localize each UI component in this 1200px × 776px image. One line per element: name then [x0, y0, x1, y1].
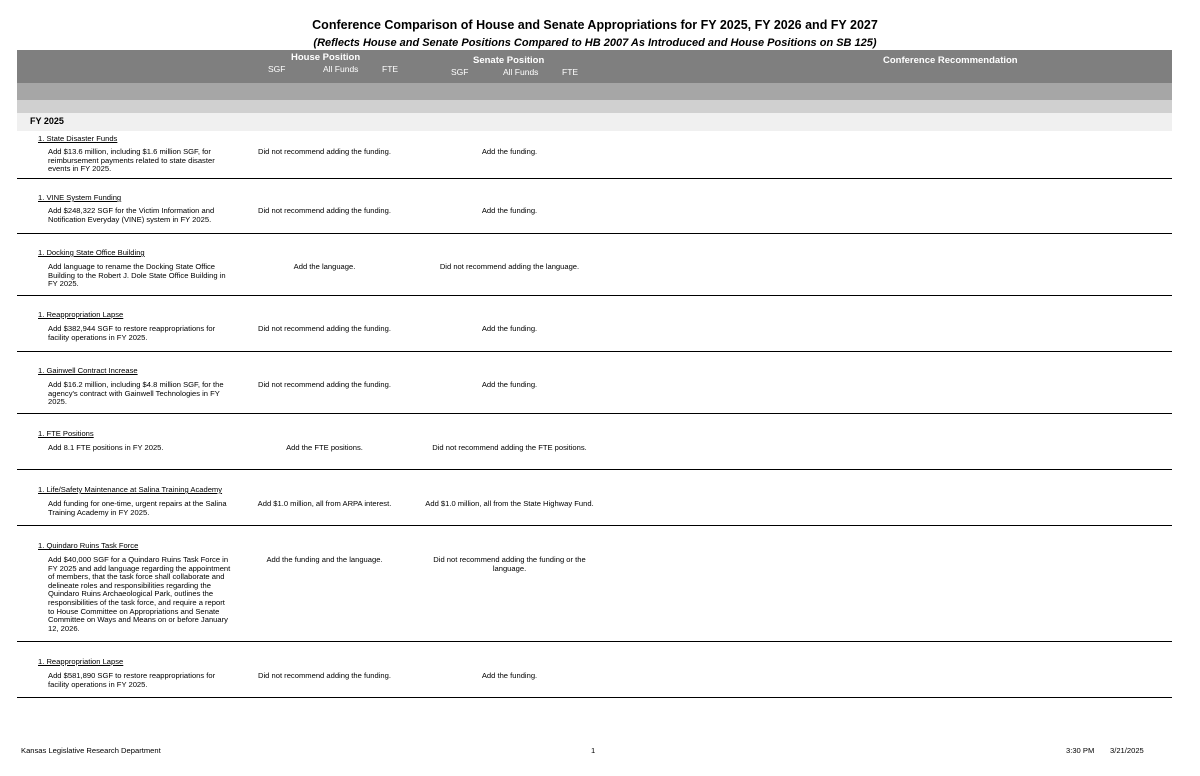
senate-position-text: Add the funding.: [481, 671, 538, 680]
item-description: Add $248,322 SGF for the Victim Information and Notification Everyday (VINE) system in FY 2025.: [48, 206, 215, 224]
senate-position-text: Add the funding.: [481, 380, 538, 389]
senate-all-funds-header: All Funds: [503, 67, 539, 77]
item-description: Add $16.2 million, including $4.8 million SGF, for the agency's contract with Gainwell Technologies in FY 2025.: [48, 380, 224, 407]
list-item: [17, 526, 1172, 642]
house-position-header: House Position: [291, 52, 361, 63]
page-number: 1: [591, 746, 596, 755]
senate-fte-header: FTE: [562, 67, 579, 77]
item-title: 1. Reappropriation Lapse: [38, 310, 124, 319]
house-position-text: Add $1.0 million, all from ARPA interest.: [257, 499, 392, 508]
list-item: [17, 179, 1172, 234]
item-list: [17, 131, 1172, 698]
footer-date: 3/21/2025: [1110, 746, 1144, 755]
house-position-text: Add the funding and the language.: [266, 555, 383, 564]
item-title: 1. State Disaster Funds: [38, 134, 118, 143]
house-position-text: Did not recommend adding the funding.: [258, 147, 391, 156]
senate-position-text: Add the funding.: [481, 206, 538, 215]
house-sgf-header: SGF: [268, 64, 286, 74]
report-subtitle: (Reflects House and Senate Positions Compared to HB 2007 As Introduced and House Positions on SB 125): [313, 37, 877, 49]
item-title: 1. Docking State Office Building: [38, 248, 145, 257]
senate-position-text: Did not recommend adding the language.: [439, 262, 580, 271]
conference-recommendation-header: Conference Recommendation: [883, 55, 1018, 66]
house-position-text: Did not recommend adding the funding.: [258, 324, 391, 333]
item-title: 1. Reappropriation Lapse: [38, 657, 124, 666]
list-item: [17, 352, 1172, 414]
list-item: [17, 296, 1172, 352]
item-title: 1. Life/Safety Maintenance at Salina Training Academy: [38, 485, 223, 494]
senate-position-header: Senate Position: [473, 55, 545, 66]
item-description: Add language to rename the Docking State Office Building to the Robert J. Dole State Office Building in FY 2025.: [48, 262, 226, 289]
house-position-text: Add the language.: [293, 262, 356, 271]
footer-time: 3:30 PM: [1066, 746, 1095, 755]
senate-position-text: Add the funding.: [481, 147, 538, 156]
senate-position-text: Add $1.0 million, all from the State Highway Fund.: [425, 499, 594, 508]
header-band-light: [17, 100, 1172, 113]
report-title: Conference Comparison of House and Senate Appropriations for FY 2025, FY 2026 and FY 2027: [312, 18, 878, 32]
house-fte-header: FTE: [382, 64, 399, 74]
house-position-text: Add the FTE positions.: [286, 443, 363, 452]
list-item: [17, 131, 1172, 179]
item-title: 1. Gainwell Contract Increase: [38, 366, 138, 375]
house-position-text: Did not recommend adding the funding.: [258, 380, 391, 389]
footer-organization: Kansas Legislative Research Department: [21, 746, 161, 755]
item-title: 1. Quindaro Ruins Task Force: [38, 541, 139, 550]
item-description: Add $40,000 SGF for a Quindaro Ruins Task Force in FY 2025 and add language regarding the appointment of members, that the task force shall collaborate and delineate roles and responsibilities regarding the Quindaro Ruins Archaeological Park, outlines the responsibilities of the task force, and require a report to House Committee on Appropriations and Senate Committee on Ways and Means on or before January 12, 2026.: [48, 555, 231, 633]
senate-position-text: Did not recommend adding the FTE positions.: [432, 443, 587, 452]
item-description: Add funding for one-time, urgent repairs at the Salina Training Academy in FY 2025.: [48, 499, 227, 517]
house-position-text: Did not recommend adding the funding.: [258, 671, 391, 680]
senate-position-text: Did not recommend adding the funding or the language.: [433, 555, 586, 573]
item-title: 1. VINE System Funding: [38, 193, 122, 202]
item-description: Add $13.6 million, including $1.6 million SGF, for reimbursement payments related to state disaster events in FY 2025.: [48, 147, 215, 174]
house-position-text: Did not recommend adding the funding.: [258, 206, 391, 215]
senate-sgf-header: SGF: [451, 67, 469, 77]
list-item: [17, 234, 1172, 296]
house-all-funds-header: All Funds: [323, 64, 359, 74]
item-description: Add $581,890 SGF to restore reappropriations for facility operations in FY 2025.: [48, 671, 216, 689]
list-item: [17, 414, 1172, 470]
item-title: 1. FTE Positions: [38, 429, 94, 438]
list-item: [17, 470, 1172, 526]
section-label: FY 2025: [30, 116, 64, 126]
list-item: [17, 642, 1172, 698]
section-header: [17, 113, 1172, 131]
column-header: [17, 50, 1172, 83]
item-description: Add $382,944 SGF to restore reappropriations for facility operations in FY 2025.: [48, 324, 216, 342]
item-description: Add 8.1 FTE positions in FY 2025.: [48, 443, 164, 452]
header-band: [17, 83, 1172, 100]
senate-position-text: Add the funding.: [481, 324, 538, 333]
